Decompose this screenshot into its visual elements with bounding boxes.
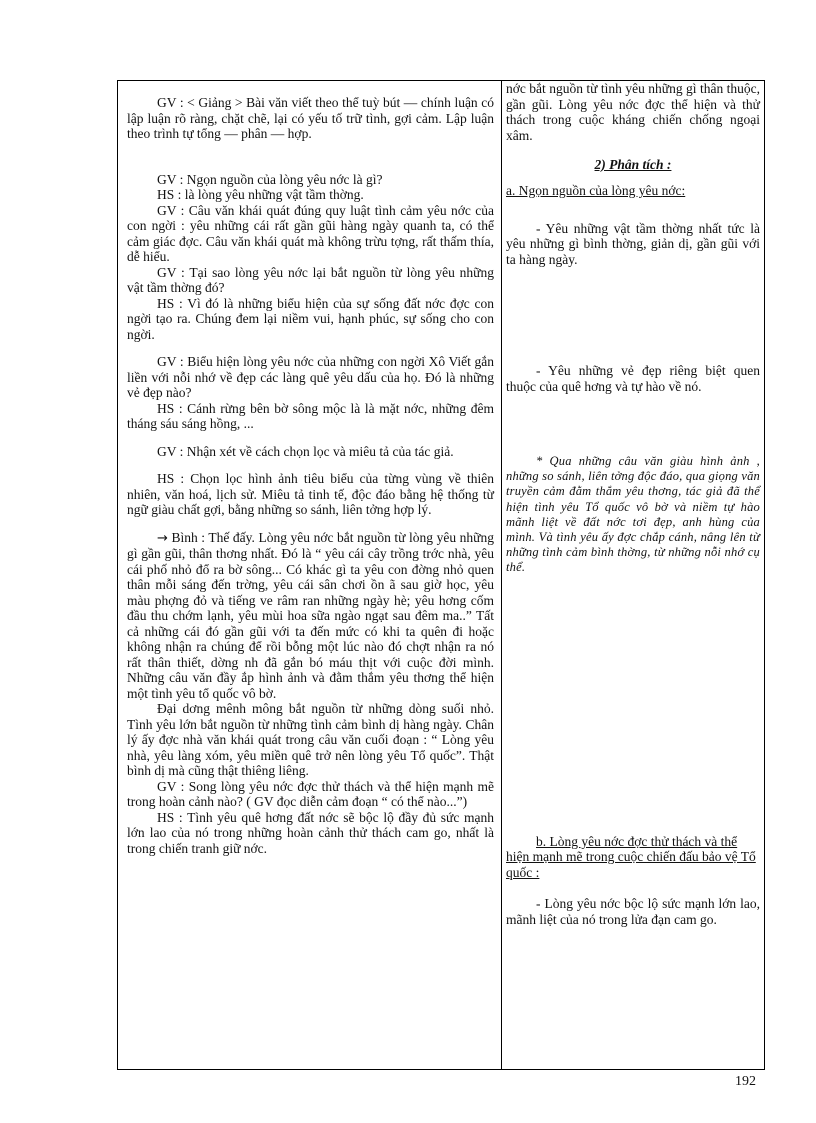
lesson-table xyxy=(117,80,765,1070)
teacher-student-column xyxy=(118,81,502,1069)
paragraph: GV : Tại sao lòng yêu nớc lại bắt nguồn từ lòng yêu những vật tầm thờng đó? xyxy=(127,264,494,295)
paragraph: - Yêu những vẻ đẹp riêng biệt quen thuộc của quê hơng và tự hào về nó. xyxy=(506,363,760,394)
paragraph: HS : Vì đó là những biểu hiện của sự sống đất nớc đợc con ngời tạo ra. Chúng đem lại niềm vui, hạnh phúc, sự sống cho con ngời. xyxy=(127,295,494,342)
paragraph: HS : Tình yêu quê hơng đất nớc sẽ bộc lộ đầy đủ sức mạnh lớn lao của nó trong những hoàn cảnh thử thách cam go, nhất là trong chiến tranh giữ nớc. xyxy=(127,809,494,856)
paragraph-text: Bình : Thế đấy. Lòng yêu nớc bắt nguồn từ lòng yêu những gì gần gũi, thân thơng nhất. Đó là “ yêu cái cây trồng trớc nhà, yêu cái phố nhỏ đổ ra bờ sông... Có khác gì ta yêu con đờng nhỏ quen thân mỗi sáng đến trờng, yêu cái sân chơi ồn ã sau giờ học, yêu màu phợng đỏ và tiếng ve râm ran những ngày hè; yêu hơng cốm đầu thu chớm lạnh, yêu mùi hoa sữa ngào ngạt sau đêm ma..” Tất cả những cái đó gần gũi với ta đến mức có khi ta quên đi hoặc không nhận ra chúng để rồi bỗng một lúc nào đó chợt nhận ra nó rất thân thiết, dờng nh đã gắn bó máu thịt với cuộc đời mình. Những câu văn đầy ắp hình ảnh và đằm thắm yêu thơng thể hiện một tình yêu tổ quốc vô bờ. xyxy=(127,529,494,701)
page-number: 192 xyxy=(735,1074,756,1089)
paragraph: GV : Song lòng yêu nớc đợc thử thách và thể hiện mạnh mẽ trong hoàn cảnh nào? ( GV đọc diễn cảm đoạn “ có thể nào...”) xyxy=(127,778,494,809)
sub-heading: b. Lòng yêu nớc đợc thử thách và thể hiện mạnh mẽ trong cuộc chiến đấu bảo vệ Tổ quốc : xyxy=(506,833,756,880)
paragraph: GV : Biểu hiện lòng yêu nớc của những con ngời Xô Viết gắn liền với nỗi nhớ về đẹp các làng quê yêu dấu của họ. Đó là những vẻ đẹp nào? xyxy=(127,354,494,400)
content-column xyxy=(502,81,764,1069)
arrow-icon: → xyxy=(157,530,168,546)
paragraph xyxy=(127,530,494,702)
paragraph: GV : Ngọn nguồn của lòng yêu nớc là gì? xyxy=(157,171,383,187)
paragraph: HS : Cánh rừng bên bờ sông mộc là là mặt nớc, những đêm tháng sáu sáng hồng, ... xyxy=(127,400,494,431)
paragraph: nớc bắt nguồn từ tình yêu những gì thân thuộc, gần gũi. Lòng yêu nớc đợc thể hiện và thử thách trong cuộc kháng chiến chống ngoại xâm. xyxy=(506,81,760,143)
paragraph: Đại dơng mênh mông bắt nguồn từ những dòng suối nhỏ. Tình yêu lớn bắt nguồn từ những tình cảm bình dị hàng ngày. Chân lý ấy đợc nhà văn khái quát trong câu văn cuối đoạn : “ Lòng yêu nhà, yêu làng xóm, yêu miền quê trở nên lòng yêu Tổ quốc”. Thật bình dị mà cũng thật thiêng liêng. xyxy=(127,701,494,778)
section-heading: 2) Phân tích : xyxy=(594,157,672,172)
paragraph: - Yêu những vật tầm thờng nhất tức là yêu những gì bình thờng, giản dị, gần gũi với ta hàng ngày. xyxy=(506,220,760,267)
paragraph: HS : Chọn lọc hình ảnh tiêu biểu của từng vùng về thiên nhiên, văn hoá, lịch sử. Miêu tả tinh tế, độc đáo bằng hệ thống từ ngữ giàu chất gợi, bằng những so sánh, liên tởng hợp lý. xyxy=(127,471,494,517)
paragraph: GV : Nhận xét về cách chọn lọc và miêu tả của tác giả. xyxy=(157,443,454,459)
paragraph: - Lòng yêu nớc bộc lộ sức mạnh lớn lao, mãnh liệt của nó trong lửa đạn cam go. xyxy=(506,896,760,927)
summary-paragraph: * Qua những câu văn giàu hình ảnh , những so sánh, liên tởng độc đáo, qua giọng văn truyền cảm đằm thắm yêu thơng, tác giả đã thể hiện tình yêu Tổ quốc vô bờ và niềm tự hào mãnh liệt về đất nớc tơi đẹp, anh hùng của mình. Và tình yêu ấy đợc chắp cánh, nâng lên từ những tình cảm bình thờng, từ những nỗi nhớ cụ thể. xyxy=(506,454,760,575)
sub-heading: a. Ngọn nguồn của lòng yêu nớc: xyxy=(506,183,686,198)
paragraph: GV : Câu văn khái quát đúng quy luật tình cảm yêu nớc của con ngời : yêu những cái rất gần gũi hàng ngày quanh ta, có thể cảm giác đợc. Câu văn khái quát mà không trừu tợng, rất thấm thía, dễ hiểu. xyxy=(127,202,494,264)
paragraph: GV : < Giảng > Bài văn viết theo thể tuỳ bút — chính luận có lập luận rõ ràng, chặt chẽ, lại có yếu tố trữ tình, gợi cảm. Lập luận theo trình tự tổng — phân — hợp. xyxy=(127,95,494,141)
paragraph: HS : là lòng yêu những vật tầm thờng. xyxy=(157,187,364,202)
